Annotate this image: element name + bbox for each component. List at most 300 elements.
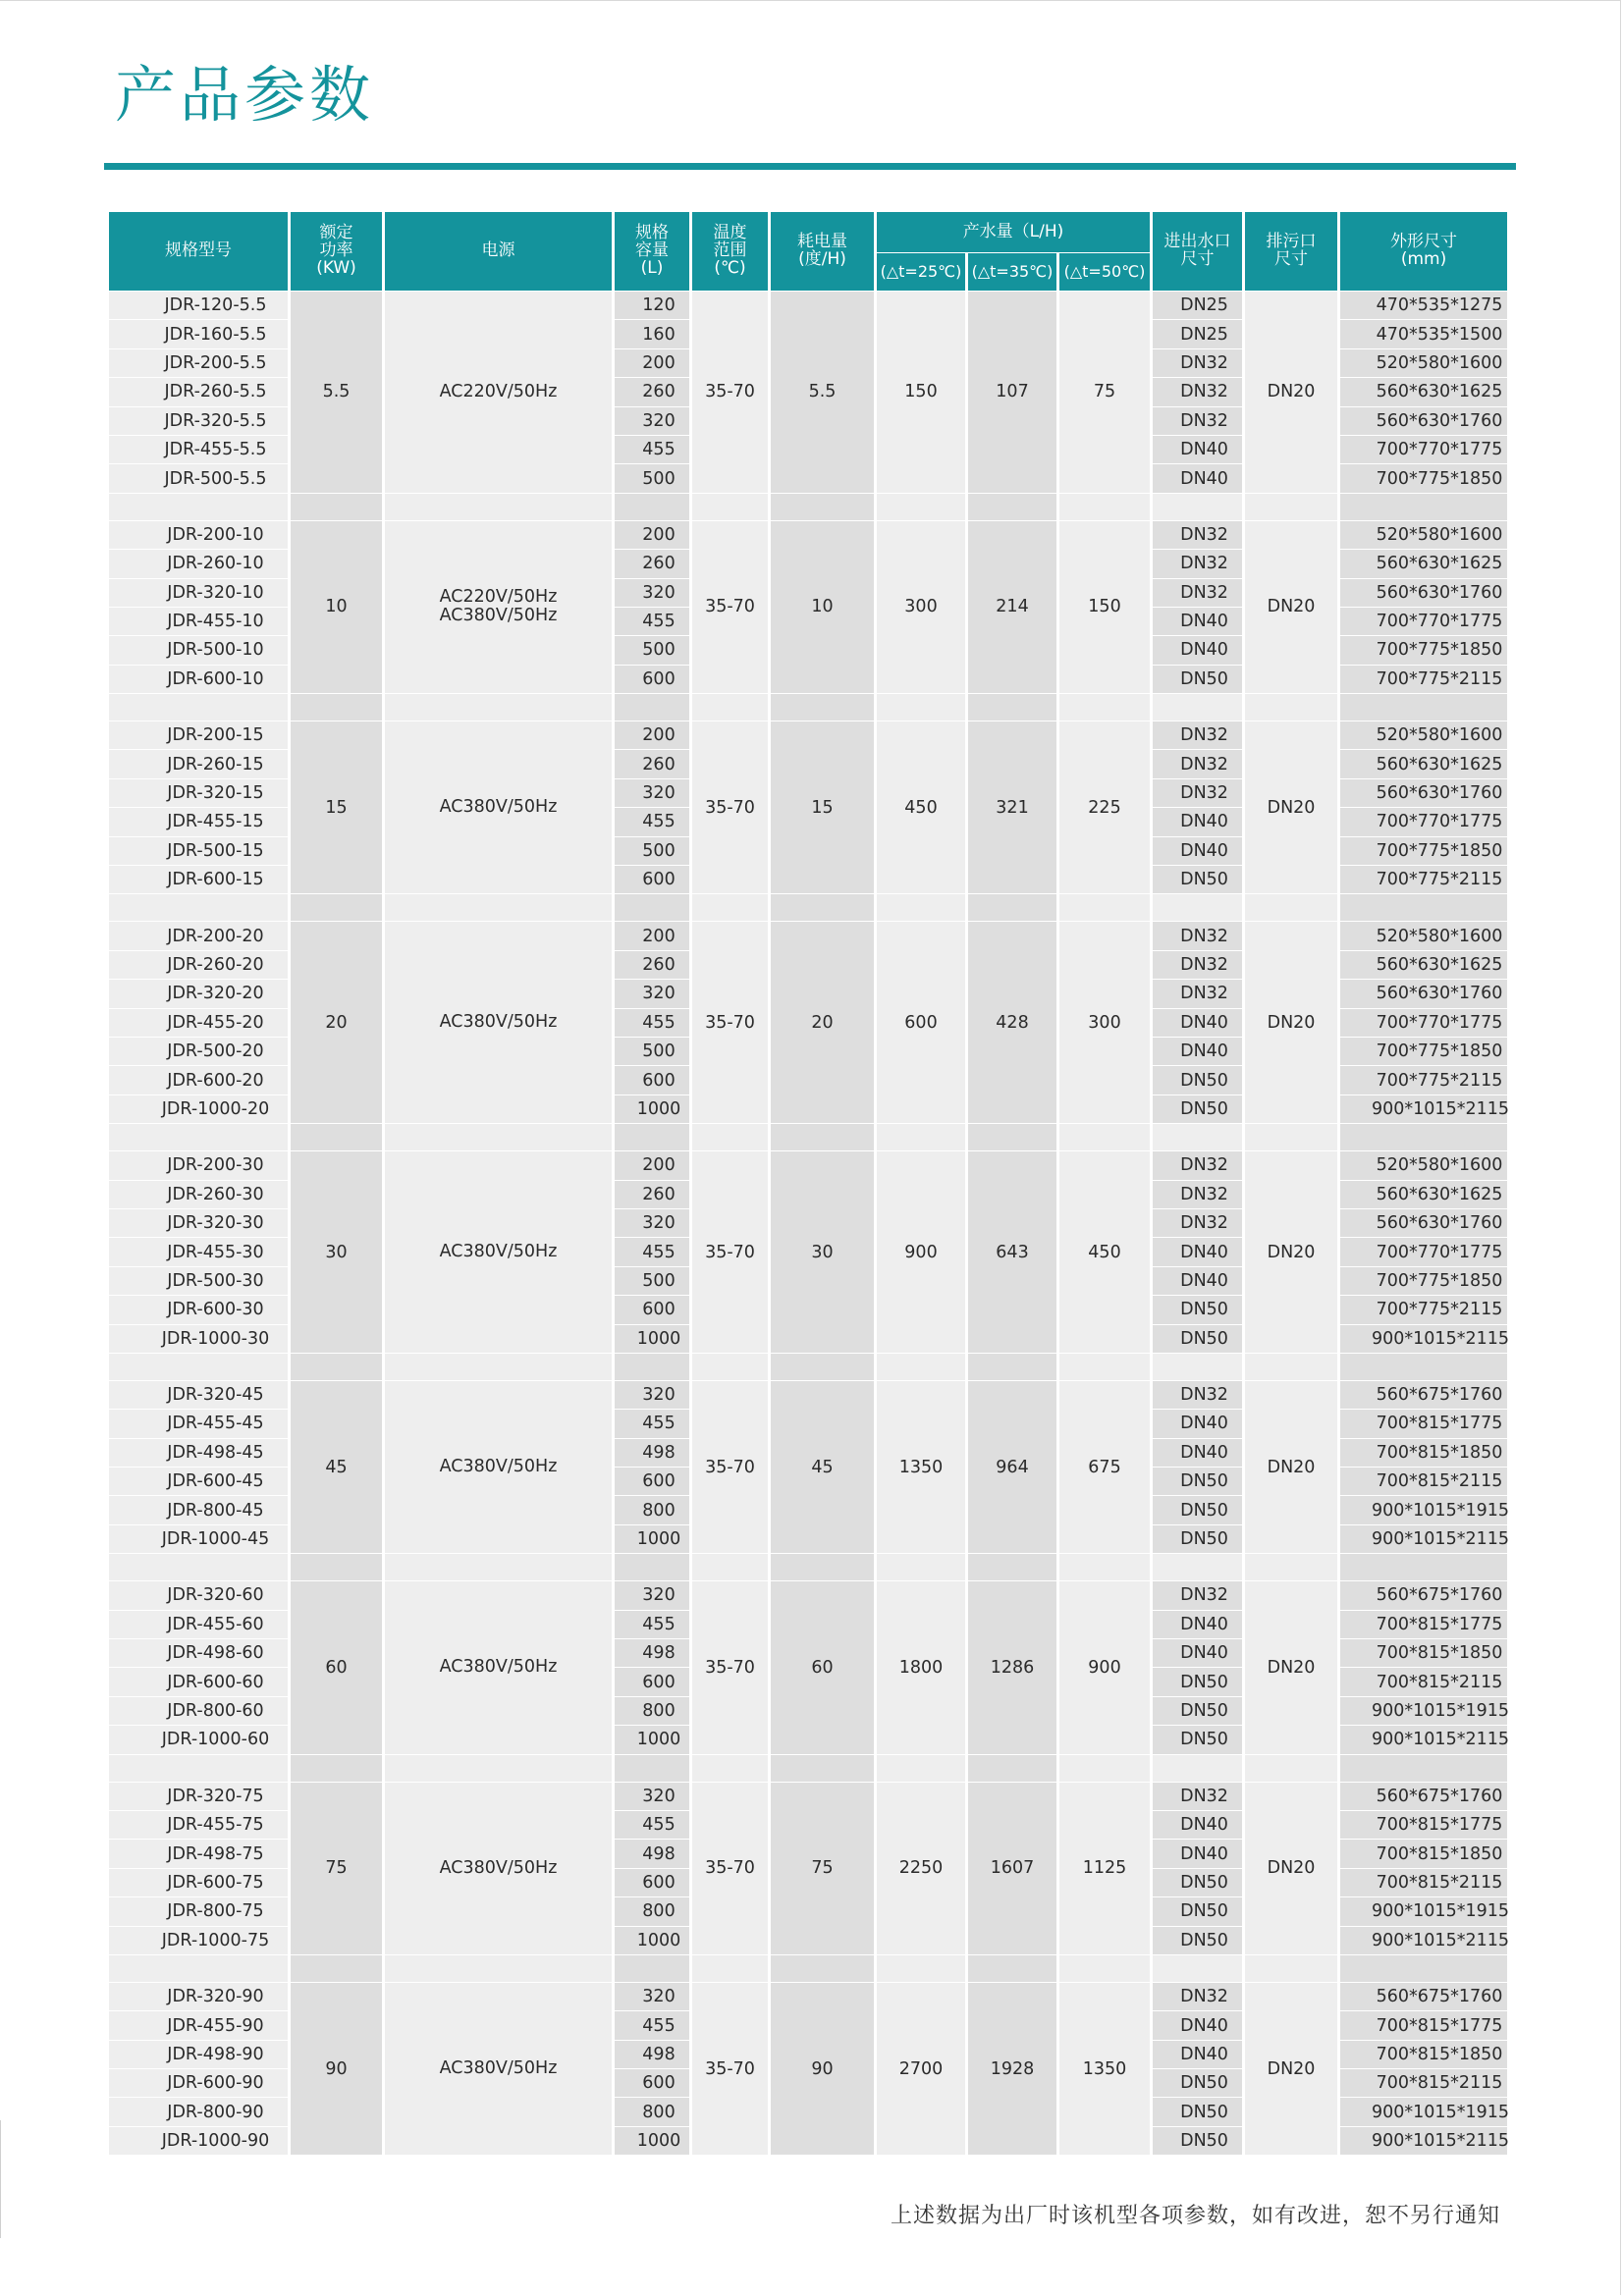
spacer-cell bbox=[877, 494, 965, 520]
dimension-cell: 700*775*1850 bbox=[1340, 464, 1507, 492]
capacity-cell: 498 bbox=[615, 1639, 689, 1667]
capacity-cell: 455 bbox=[615, 436, 689, 463]
capacity-cell: 800 bbox=[615, 1697, 689, 1725]
model-cell: JDR-800-60 bbox=[109, 1697, 288, 1725]
group-spacer-row bbox=[109, 694, 1507, 721]
inlet-cell: DN32 bbox=[1153, 1181, 1242, 1208]
header-inlet-line: 进出水口 bbox=[1163, 232, 1231, 252]
model-cell: JDR-1000-30 bbox=[109, 1325, 288, 1353]
dimension-cell: 470*535*1275 bbox=[1340, 292, 1507, 319]
table-row bbox=[109, 1983, 1507, 2010]
header-drain-line: 尺寸 bbox=[1274, 249, 1309, 269]
water-dt35-cell: 964 bbox=[968, 1381, 1056, 1553]
model-cell: JDR-600-60 bbox=[109, 1668, 288, 1695]
capacity-cell: 1000 bbox=[615, 1325, 689, 1353]
header-supply: 电源 bbox=[385, 212, 612, 291]
water-dt35-cell: 643 bbox=[968, 1151, 1056, 1353]
capacity-cell: 600 bbox=[615, 1066, 689, 1094]
inlet-cell: DN32 bbox=[1153, 1209, 1242, 1237]
inlet-cell: DN50 bbox=[1153, 2127, 1242, 2155]
capacity-cell: 260 bbox=[615, 951, 689, 979]
water-dt35-cell: 321 bbox=[968, 721, 1056, 893]
temp-cell: 35-70 bbox=[692, 1581, 768, 1753]
power-cell: 20 bbox=[291, 922, 382, 1123]
model-cell: JDR-200-5.5 bbox=[109, 349, 288, 377]
spacer-cell bbox=[771, 1755, 874, 1782]
table-row bbox=[109, 922, 1507, 949]
table-row bbox=[109, 1381, 1507, 1409]
header-elec-line: (度/H) bbox=[798, 249, 846, 269]
spacer-cell bbox=[968, 1124, 1056, 1150]
model-cell: JDR-600-10 bbox=[109, 666, 288, 693]
water-dt25-cell: 2250 bbox=[877, 1783, 965, 1954]
spacer-cell bbox=[109, 1554, 288, 1580]
drain-cell: DN20 bbox=[1245, 922, 1337, 1123]
dimension-cell: 900*1015*1915 bbox=[1340, 2098, 1507, 2125]
spacer-cell bbox=[1059, 1554, 1150, 1580]
inlet-cell: DN40 bbox=[1153, 1410, 1242, 1437]
spacer-cell bbox=[968, 894, 1056, 921]
inlet-cell: DN32 bbox=[1153, 1983, 1242, 2010]
spacer-cell bbox=[1245, 1554, 1337, 1580]
temp-cell: 35-70 bbox=[692, 1381, 768, 1553]
spacer-cell bbox=[385, 694, 612, 721]
water-dt35-cell: 1928 bbox=[968, 1983, 1056, 2155]
dimension-cell: 700*770*1775 bbox=[1340, 436, 1507, 463]
inlet-cell: DN32 bbox=[1153, 980, 1242, 1007]
capacity-cell: 320 bbox=[615, 1581, 689, 1609]
water-dt50-cell: 150 bbox=[1059, 521, 1150, 693]
inlet-cell: DN50 bbox=[1153, 1525, 1242, 1553]
supply-line: AC220V/50Hz bbox=[439, 587, 558, 608]
dimension-cell: 700*815*1775 bbox=[1340, 2011, 1507, 2039]
spacer-cell bbox=[615, 494, 689, 520]
drain-cell: DN20 bbox=[1245, 292, 1337, 493]
inlet-cell: DN50 bbox=[1153, 1668, 1242, 1695]
spacer-cell bbox=[1153, 1354, 1242, 1380]
spacer-cell bbox=[968, 1955, 1056, 1982]
dimension-cell: 560*675*1760 bbox=[1340, 1381, 1507, 1409]
header-water-output: 产水量（L/H) bbox=[877, 212, 1150, 252]
model-cell: JDR-498-90 bbox=[109, 2041, 288, 2068]
dimension-cell: 900*1015*1915 bbox=[1340, 1897, 1507, 1925]
model-cell: JDR-320-45 bbox=[109, 1381, 288, 1409]
supply-cell bbox=[385, 1381, 612, 1553]
power-cell: 75 bbox=[291, 1783, 382, 1954]
capacity-cell: 600 bbox=[615, 1668, 689, 1695]
spacer-cell bbox=[1340, 494, 1507, 520]
spacer-cell bbox=[1340, 1554, 1507, 1580]
spacer-cell bbox=[692, 1554, 768, 1580]
supply-cell bbox=[385, 1151, 612, 1353]
spacer-cell bbox=[1153, 494, 1242, 520]
spacer-cell bbox=[615, 1554, 689, 1580]
spacer-cell bbox=[692, 894, 768, 921]
elec-cell: 75 bbox=[771, 1783, 874, 1954]
model-cell: JDR-600-30 bbox=[109, 1296, 288, 1323]
model-cell: JDR-455-15 bbox=[109, 808, 288, 835]
header-drain-line: 排污口 bbox=[1266, 232, 1317, 252]
spacer-cell bbox=[1245, 894, 1337, 921]
inlet-cell: DN32 bbox=[1153, 1381, 1242, 1409]
model-cell: JDR-160-5.5 bbox=[109, 320, 288, 347]
model-cell: JDR-260-20 bbox=[109, 951, 288, 979]
spacer-cell bbox=[692, 1124, 768, 1150]
model-cell: JDR-500-15 bbox=[109, 837, 288, 865]
temp-cell: 35-70 bbox=[692, 922, 768, 1123]
capacity-cell: 260 bbox=[615, 378, 689, 405]
inlet-cell: DN50 bbox=[1153, 1468, 1242, 1495]
spacer-cell bbox=[692, 1755, 768, 1782]
dimension-cell: 560*630*1760 bbox=[1340, 1209, 1507, 1237]
dimension-cell: 520*580*1600 bbox=[1340, 521, 1507, 549]
capacity-cell: 200 bbox=[615, 521, 689, 549]
capacity-cell: 600 bbox=[615, 1869, 689, 1896]
header-water-dt25: (△t=25℃) bbox=[877, 253, 965, 291]
header-water-dt35: (△t=35℃) bbox=[968, 253, 1056, 291]
supply-cell bbox=[385, 521, 612, 693]
spacer-cell bbox=[771, 1124, 874, 1150]
water-dt50-cell: 75 bbox=[1059, 292, 1150, 493]
dimension-cell: 560*630*1625 bbox=[1340, 951, 1507, 979]
dimension-cell: 700*815*1850 bbox=[1340, 1840, 1507, 1867]
elec-cell: 20 bbox=[771, 922, 874, 1123]
spacer-cell bbox=[1340, 894, 1507, 921]
temp-cell: 35-70 bbox=[692, 292, 768, 493]
inlet-cell: DN32 bbox=[1153, 579, 1242, 607]
spacer-cell bbox=[291, 694, 382, 721]
dimension-cell: 560*630*1625 bbox=[1340, 550, 1507, 577]
elec-cell: 90 bbox=[771, 1983, 874, 2155]
inlet-cell: DN50 bbox=[1153, 1927, 1242, 1954]
dimension-cell: 700*775*2115 bbox=[1340, 1296, 1507, 1323]
water-dt25-cell: 900 bbox=[877, 1151, 965, 1353]
supply-cell bbox=[385, 721, 612, 893]
capacity-cell: 455 bbox=[615, 1238, 689, 1265]
power-cell: 30 bbox=[291, 1151, 382, 1353]
spacer-cell bbox=[109, 694, 288, 721]
dimension-cell: 560*675*1760 bbox=[1340, 1581, 1507, 1609]
dimension-cell: 900*1015*1915 bbox=[1340, 1697, 1507, 1725]
model-cell: JDR-120-5.5 bbox=[109, 292, 288, 319]
dimension-cell: 470*535*1500 bbox=[1340, 320, 1507, 347]
footnote: 上述数据为出厂时该机型各项参数，如有改进，恕不另行通知 bbox=[890, 2204, 1500, 2228]
dimension-cell: 560*630*1625 bbox=[1340, 378, 1507, 405]
dimension-cell: 560*630*1760 bbox=[1340, 407, 1507, 435]
spacer-cell bbox=[385, 894, 612, 921]
spacer-cell bbox=[291, 1354, 382, 1380]
spacer-cell bbox=[109, 894, 288, 921]
dimension-cell: 700*815*1850 bbox=[1340, 2041, 1507, 2068]
dimension-cell: 700*815*2115 bbox=[1340, 1869, 1507, 1896]
model-cell: JDR-500-30 bbox=[109, 1267, 288, 1295]
inlet-cell: DN32 bbox=[1153, 922, 1242, 949]
power-cell: 5.5 bbox=[291, 292, 382, 493]
spacer-cell bbox=[771, 494, 874, 520]
spacer-cell bbox=[109, 494, 288, 520]
elec-cell: 5.5 bbox=[771, 292, 874, 493]
capacity-cell: 260 bbox=[615, 750, 689, 777]
inlet-cell: DN40 bbox=[1153, 1611, 1242, 1638]
group-spacer-row bbox=[109, 1955, 1507, 1982]
model-cell: JDR-320-15 bbox=[109, 779, 288, 807]
capacity-cell: 500 bbox=[615, 1267, 689, 1295]
inlet-cell: DN50 bbox=[1153, 2069, 1242, 2097]
model-cell: JDR-455-5.5 bbox=[109, 436, 288, 463]
spacer-cell bbox=[615, 894, 689, 921]
temp-cell: 35-70 bbox=[692, 1983, 768, 2155]
model-cell: JDR-320-75 bbox=[109, 1783, 288, 1810]
supply-line: AC380V/50Hz bbox=[439, 1456, 558, 1476]
header-temp-line: 温度 bbox=[713, 223, 747, 243]
spacer-cell bbox=[291, 1124, 382, 1150]
supply-cell bbox=[385, 1983, 612, 2155]
inlet-cell: DN50 bbox=[1153, 866, 1242, 893]
spacer-cell bbox=[1059, 1354, 1150, 1380]
group-spacer-row bbox=[109, 1554, 1507, 1580]
dimension-cell: 520*580*1600 bbox=[1340, 1151, 1507, 1179]
inlet-cell: DN32 bbox=[1153, 1151, 1242, 1179]
model-cell: JDR-800-45 bbox=[109, 1496, 288, 1523]
model-cell: JDR-1000-75 bbox=[109, 1927, 288, 1954]
capacity-cell: 1000 bbox=[615, 1927, 689, 1954]
inlet-cell: DN50 bbox=[1153, 1496, 1242, 1523]
capacity-cell: 498 bbox=[615, 1840, 689, 1867]
inlet-cell: DN40 bbox=[1153, 808, 1242, 835]
model-cell: JDR-1000-20 bbox=[109, 1095, 288, 1123]
water-dt50-cell: 225 bbox=[1059, 721, 1150, 893]
spec-table bbox=[106, 211, 1510, 2156]
group-spacer-row bbox=[109, 494, 1507, 520]
spacer-cell bbox=[968, 1354, 1056, 1380]
inlet-cell: DN50 bbox=[1153, 666, 1242, 693]
spacer-cell bbox=[291, 1955, 382, 1982]
water-dt25-cell: 1800 bbox=[877, 1581, 965, 1753]
dimension-cell: 560*630*1625 bbox=[1340, 1181, 1507, 1208]
spacer-cell bbox=[615, 1354, 689, 1380]
water-dt25-cell: 150 bbox=[877, 292, 965, 493]
spacer-cell bbox=[1153, 1755, 1242, 1782]
dimension-cell: 700*775*1850 bbox=[1340, 636, 1507, 664]
dimension-cell: 700*815*2115 bbox=[1340, 2069, 1507, 2097]
model-cell: JDR-260-30 bbox=[109, 1181, 288, 1208]
spacer-cell bbox=[1059, 1124, 1150, 1150]
inlet-cell: DN40 bbox=[1153, 837, 1242, 865]
capacity-cell: 160 bbox=[615, 320, 689, 347]
model-cell: JDR-320-20 bbox=[109, 980, 288, 1007]
header-inlet bbox=[1153, 212, 1242, 291]
dimension-cell: 700*775*1850 bbox=[1340, 1267, 1507, 1295]
capacity-cell: 600 bbox=[615, 1468, 689, 1495]
capacity-cell: 260 bbox=[615, 1181, 689, 1208]
header-drain bbox=[1245, 212, 1337, 291]
drain-cell: DN20 bbox=[1245, 1783, 1337, 1954]
spacer-cell bbox=[877, 694, 965, 721]
model-cell: JDR-498-45 bbox=[109, 1439, 288, 1467]
capacity-cell: 260 bbox=[615, 550, 689, 577]
header-power-line: (KW) bbox=[316, 257, 356, 278]
spacer-cell bbox=[771, 1554, 874, 1580]
spacer-cell bbox=[109, 1955, 288, 1982]
inlet-cell: DN40 bbox=[1153, 1238, 1242, 1265]
temp-cell: 35-70 bbox=[692, 1783, 768, 1954]
spacer-cell bbox=[1245, 1354, 1337, 1380]
dimension-cell: 900*1015*2115 bbox=[1340, 1325, 1507, 1353]
inlet-cell: DN40 bbox=[1153, 464, 1242, 492]
supply-line: AC380V/50Hz bbox=[439, 2057, 558, 2078]
spacer-cell bbox=[877, 1755, 965, 1782]
spacer-cell bbox=[615, 1124, 689, 1150]
dimension-cell: 520*580*1600 bbox=[1340, 349, 1507, 377]
capacity-cell: 455 bbox=[615, 2011, 689, 2039]
dimension-cell: 900*1015*2115 bbox=[1340, 2127, 1507, 2155]
header-capacity-line: 规格 bbox=[635, 223, 669, 243]
inlet-cell: DN25 bbox=[1153, 292, 1242, 319]
supply-line: AC380V/50Hz bbox=[439, 1241, 558, 1261]
water-dt25-cell: 450 bbox=[877, 721, 965, 893]
capacity-cell: 320 bbox=[615, 1983, 689, 2010]
capacity-cell: 498 bbox=[615, 2041, 689, 2068]
elec-cell: 15 bbox=[771, 721, 874, 893]
supply-cell bbox=[385, 922, 612, 1123]
table-row bbox=[109, 1581, 1507, 1609]
group-spacer-row bbox=[109, 894, 1507, 921]
elec-cell: 45 bbox=[771, 1381, 874, 1553]
drain-cell: DN20 bbox=[1245, 521, 1337, 693]
capacity-cell: 600 bbox=[615, 866, 689, 893]
model-cell: JDR-600-45 bbox=[109, 1468, 288, 1495]
spacer-cell bbox=[385, 1124, 612, 1150]
water-dt25-cell: 2700 bbox=[877, 1983, 965, 2155]
header-temp-line: 范围 bbox=[713, 240, 747, 261]
capacity-cell: 498 bbox=[615, 1439, 689, 1467]
elec-cell: 60 bbox=[771, 1581, 874, 1753]
model-cell: JDR-320-5.5 bbox=[109, 407, 288, 435]
capacity-cell: 600 bbox=[615, 2069, 689, 2097]
inlet-cell: DN50 bbox=[1153, 1066, 1242, 1094]
capacity-cell: 455 bbox=[615, 1611, 689, 1638]
inlet-cell: DN40 bbox=[1153, 636, 1242, 664]
model-cell: JDR-455-45 bbox=[109, 1410, 288, 1437]
spacer-cell bbox=[771, 694, 874, 721]
dimension-cell: 560*675*1760 bbox=[1340, 1783, 1507, 1810]
inlet-cell: DN25 bbox=[1153, 320, 1242, 347]
water-dt35-cell: 1286 bbox=[968, 1581, 1056, 1753]
dimension-cell: 700*815*1850 bbox=[1340, 1439, 1507, 1467]
water-dt25-cell: 1350 bbox=[877, 1381, 965, 1553]
spacer-cell bbox=[385, 1955, 612, 1982]
inlet-cell: DN50 bbox=[1153, 1325, 1242, 1353]
spacer-cell bbox=[968, 1755, 1056, 1782]
inlet-cell: DN40 bbox=[1153, 1267, 1242, 1295]
temp-cell: 35-70 bbox=[692, 1151, 768, 1353]
capacity-cell: 800 bbox=[615, 2098, 689, 2125]
inlet-cell: DN50 bbox=[1153, 1296, 1242, 1323]
model-cell: JDR-200-15 bbox=[109, 721, 288, 749]
inlet-cell: DN32 bbox=[1153, 378, 1242, 405]
capacity-cell: 800 bbox=[615, 1897, 689, 1925]
spacer-cell bbox=[1245, 1755, 1337, 1782]
dimension-cell: 700*770*1775 bbox=[1340, 808, 1507, 835]
capacity-cell: 600 bbox=[615, 666, 689, 693]
model-cell: JDR-498-60 bbox=[109, 1639, 288, 1667]
inlet-cell: DN32 bbox=[1153, 407, 1242, 435]
inlet-cell: DN40 bbox=[1153, 608, 1242, 635]
capacity-cell: 500 bbox=[615, 636, 689, 664]
spacer-cell bbox=[1059, 694, 1150, 721]
spacer-cell bbox=[1153, 1554, 1242, 1580]
inlet-cell: DN32 bbox=[1153, 521, 1242, 549]
spacer-cell bbox=[877, 1124, 965, 1150]
header-temp-line: (℃) bbox=[714, 257, 746, 278]
capacity-cell: 455 bbox=[615, 608, 689, 635]
model-cell: JDR-200-10 bbox=[109, 521, 288, 549]
table-body bbox=[109, 292, 1507, 2155]
capacity-cell: 320 bbox=[615, 407, 689, 435]
spacer-cell bbox=[877, 1354, 965, 1380]
capacity-cell: 320 bbox=[615, 579, 689, 607]
dimension-cell: 700*775*1850 bbox=[1340, 837, 1507, 865]
header-elec bbox=[771, 212, 874, 291]
water-dt35-cell: 107 bbox=[968, 292, 1056, 493]
supply-line: AC380V/50Hz bbox=[439, 1857, 558, 1878]
spacer-cell bbox=[877, 894, 965, 921]
model-cell: JDR-455-10 bbox=[109, 608, 288, 635]
spacer-cell bbox=[1153, 1955, 1242, 1982]
capacity-cell: 500 bbox=[615, 837, 689, 865]
inlet-cell: DN40 bbox=[1153, 1038, 1242, 1065]
model-cell: JDR-1000-90 bbox=[109, 2127, 288, 2155]
dimension-cell: 560*630*1760 bbox=[1340, 779, 1507, 807]
spacer-cell bbox=[692, 1354, 768, 1380]
dimension-cell: 900*1015*2115 bbox=[1340, 1095, 1507, 1123]
temp-cell: 35-70 bbox=[692, 721, 768, 893]
dimension-cell: 700*770*1775 bbox=[1340, 1009, 1507, 1037]
header-water-dt50: (△t=50℃) bbox=[1059, 253, 1150, 291]
capacity-cell: 1000 bbox=[615, 2127, 689, 2155]
drain-cell: DN20 bbox=[1245, 1151, 1337, 1353]
spacer-cell bbox=[109, 1755, 288, 1782]
dimension-cell: 700*775*2115 bbox=[1340, 1066, 1507, 1094]
inlet-cell: DN50 bbox=[1153, 1726, 1242, 1753]
inlet-cell: DN32 bbox=[1153, 779, 1242, 807]
capacity-cell: 200 bbox=[615, 1151, 689, 1179]
dimension-cell: 700*770*1775 bbox=[1340, 1238, 1507, 1265]
model-cell: JDR-600-90 bbox=[109, 2069, 288, 2097]
capacity-cell: 320 bbox=[615, 779, 689, 807]
power-cell: 90 bbox=[291, 1983, 382, 2155]
inlet-cell: DN50 bbox=[1153, 1869, 1242, 1896]
spacer-cell bbox=[1059, 1755, 1150, 1782]
drain-cell: DN20 bbox=[1245, 1381, 1337, 1553]
dimension-cell: 900*1015*1915 bbox=[1340, 1496, 1507, 1523]
inlet-cell: DN50 bbox=[1153, 1095, 1242, 1123]
model-cell: JDR-320-10 bbox=[109, 579, 288, 607]
dimension-cell: 560*630*1625 bbox=[1340, 750, 1507, 777]
spacer-cell bbox=[877, 1955, 965, 1982]
inlet-cell: DN32 bbox=[1153, 721, 1242, 749]
water-dt50-cell: 900 bbox=[1059, 1581, 1150, 1753]
inlet-cell: DN40 bbox=[1153, 1639, 1242, 1667]
spacer-cell bbox=[109, 1354, 288, 1380]
capacity-cell: 455 bbox=[615, 1811, 689, 1839]
spacer-cell bbox=[771, 894, 874, 921]
dimension-cell: 700*775*2115 bbox=[1340, 666, 1507, 693]
model-cell: JDR-320-90 bbox=[109, 1983, 288, 2010]
spacer-cell bbox=[385, 1354, 612, 1380]
supply-line: AC220V/50Hz bbox=[439, 381, 558, 401]
spacer-cell bbox=[1340, 1354, 1507, 1380]
